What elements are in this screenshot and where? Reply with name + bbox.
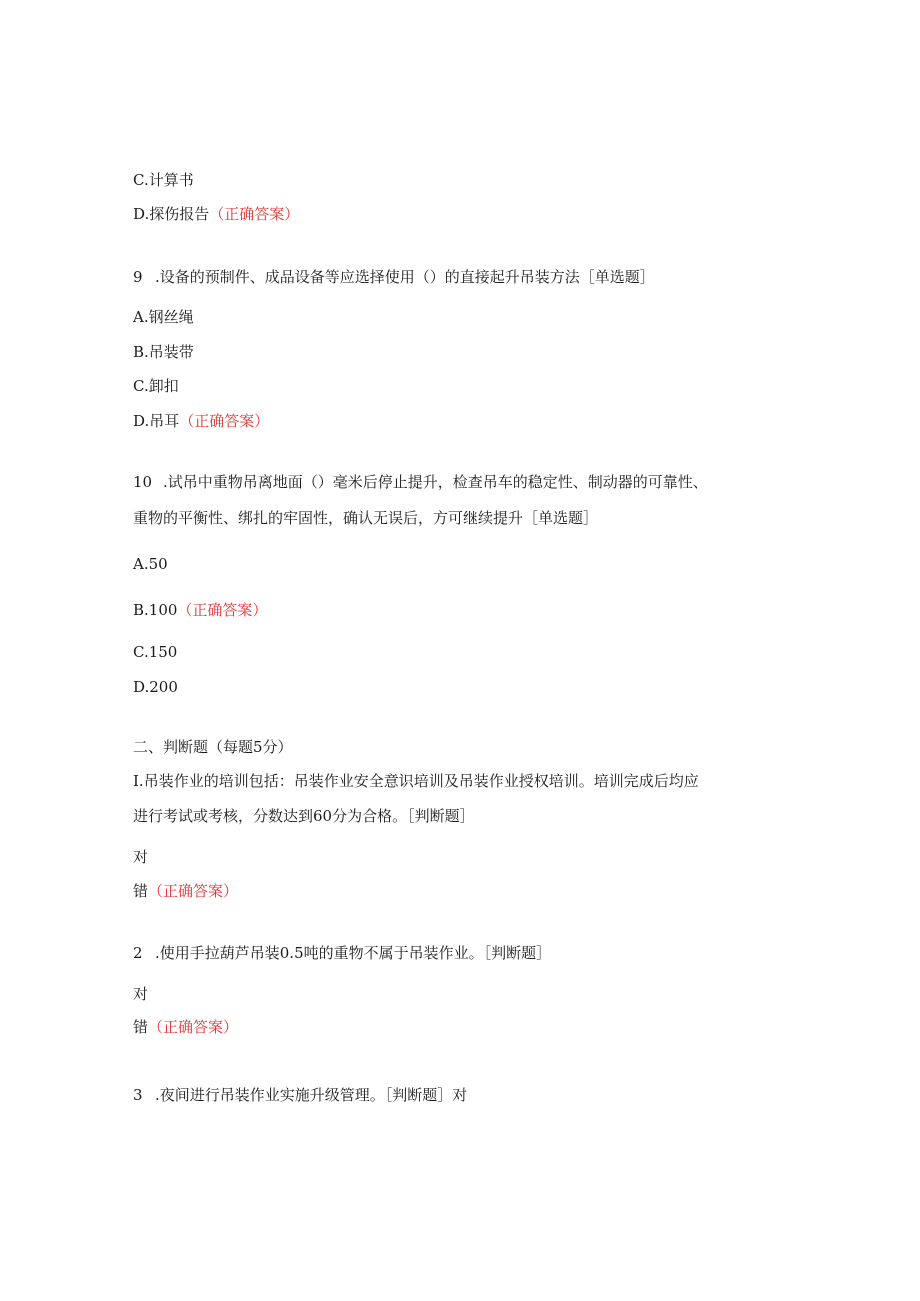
correct-answer-tag: （正确答案） xyxy=(179,412,270,430)
tf3-number: 3 xyxy=(133,1086,143,1104)
q9-option-b xyxy=(133,342,194,362)
q10-option-d xyxy=(133,677,178,697)
correct-answer-tag: （正确答案） xyxy=(148,1018,239,1036)
q9-option-c-text: C.卸扣 xyxy=(133,377,179,395)
q10-stem-line2 xyxy=(133,508,598,528)
q10-stem-line2-text: 重物的平衡性、绑扎的牢固性，确认无误后，方可继续提升［单选题］ xyxy=(133,509,599,527)
q10-option-c-text: C.150 xyxy=(133,643,178,661)
q10-option-d-text: D.200 xyxy=(133,678,178,696)
correct-answer-tag: （正确答案） xyxy=(177,601,268,619)
tf2-option-true xyxy=(133,984,148,1004)
tf2-number: 2 xyxy=(133,944,143,962)
tf2-option-true-text: 对 xyxy=(133,985,149,1003)
section2-title-text: 二、判断题（每题5分） xyxy=(133,738,293,756)
q9-option-d-text: D.吊耳 xyxy=(133,412,180,430)
q10-option-a-text: A.50 xyxy=(133,555,168,573)
tf1-option-true xyxy=(133,847,148,867)
tf1-stem-line2 xyxy=(133,806,475,826)
q9-stem xyxy=(133,267,655,287)
q10-option-a xyxy=(133,554,168,574)
tf2-option-false xyxy=(133,1017,238,1037)
q9-option-d xyxy=(133,411,269,431)
q9-stem-text: .设备的预制件、成品设备等应选择使用（）的直接起升吊装方法［单选题］ xyxy=(155,268,655,286)
correct-answer-tag: （正确答案） xyxy=(209,205,300,223)
q10-stem-line1 xyxy=(133,472,708,492)
q8-option-d-text: D.探伤报告 xyxy=(133,205,210,223)
q10-option-c xyxy=(133,642,177,662)
tf2-option-false-text: 错 xyxy=(133,1018,149,1036)
q9-option-c xyxy=(133,376,179,396)
q10-stem-line1-text: .试吊中重物吊离地面（）毫米后停止提升，检查吊车的稳定性、制动器的可靠性、 xyxy=(163,473,708,491)
tf2-stem-text: .使用手拉葫芦吊装0.5吨的重物不属于吊装作业。［判断题］ xyxy=(155,944,552,962)
q10-option-b xyxy=(133,600,267,620)
section2-title xyxy=(133,737,293,757)
q10-number: 10 xyxy=(133,473,153,491)
q10-option-b-text: B.100 xyxy=(133,601,178,619)
tf1-stem-line1-text: I.吊装作业的培训包括：吊装作业安全意识培训及吊装作业授权培训。培训完成后均应 xyxy=(133,772,699,790)
tf1-stem-line1 xyxy=(133,771,699,791)
tf3-stem-text: .夜间进行吊装作业实施升级管理。［判断题］对 xyxy=(155,1086,468,1104)
q9-option-b-text: B.吊装带 xyxy=(133,343,194,361)
q9-option-a xyxy=(133,307,194,327)
q8-option-c xyxy=(133,170,194,190)
tf1-stem-line2-text: 进行考试或考核，分数达到60分为合格。［判断题］ xyxy=(133,807,475,825)
q9-number: 9 xyxy=(133,268,143,286)
tf1-option-false-text: 错 xyxy=(133,882,149,900)
tf2-stem xyxy=(133,943,551,963)
tf1-option-true-text: 对 xyxy=(133,848,149,866)
q8-option-c-text: C.计算书 xyxy=(133,171,194,189)
tf3-stem xyxy=(133,1085,467,1105)
tf1-option-false xyxy=(133,881,238,901)
correct-answer-tag: （正确答案） xyxy=(148,882,239,900)
q9-option-a-text: A.钢丝绳 xyxy=(133,308,194,326)
q8-option-d xyxy=(133,204,299,224)
